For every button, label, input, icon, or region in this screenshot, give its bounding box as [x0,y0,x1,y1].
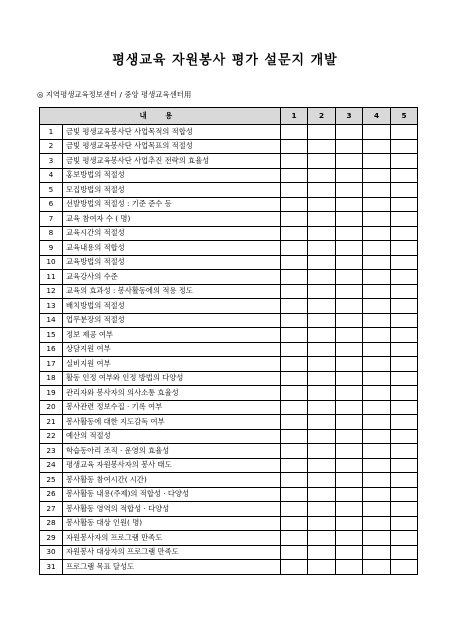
row-item: 금빛 평생교육봉사단 사업추진 전략의 효율성 [63,154,281,169]
rating-cell-2[interactable] [308,183,336,198]
rating-cell-1[interactable] [281,560,308,575]
rating-cell-2[interactable] [308,270,336,285]
rating-cell-5[interactable] [391,473,418,488]
rating-cell-2[interactable] [308,458,336,473]
rating-cell-3[interactable] [336,545,363,560]
row-number: 23 [40,444,63,459]
rating-cell-5[interactable] [391,313,418,328]
rating-cell-3[interactable] [336,125,363,140]
row-item: 자원봉사 대상자의 프로그램 만족도 [63,545,281,560]
row-item: 교육내용의 적합성 [63,241,281,256]
table-header-row [40,108,418,125]
table-body [40,125,418,575]
rating-cell-3[interactable] [336,313,363,328]
row-number: 7 [40,212,63,227]
row-item: 실비지원 여부 [63,357,281,372]
table-row [40,328,418,343]
rating-cell-2[interactable] [308,371,336,386]
row-number: 14 [40,313,63,328]
rating-cell-1[interactable] [281,342,308,357]
rating-cell-5[interactable] [391,545,418,560]
table-row [40,255,418,270]
row-number: 6 [40,197,63,212]
rating-cell-2[interactable] [308,357,336,372]
rating-cell-5[interactable] [391,139,418,154]
rating-cell-2[interactable] [308,487,336,502]
row-number: 15 [40,328,63,343]
rating-cell-5[interactable] [391,226,418,241]
rating-cell-5[interactable] [391,212,418,227]
rating-cell-4[interactable] [363,255,391,270]
rating-cell-1[interactable] [281,502,308,517]
rating-cell-5[interactable] [391,516,418,531]
rating-cell-4[interactable] [363,241,391,256]
rating-cell-5[interactable] [391,357,418,372]
table-row [40,284,418,299]
rating-cell-3[interactable] [336,168,363,183]
rating-cell-4[interactable] [363,284,391,299]
rating-cell-2[interactable] [308,473,336,488]
rating-cell-1[interactable] [281,270,308,285]
rating-cell-1[interactable] [281,139,308,154]
table-row [40,241,418,256]
rating-cell-1[interactable] [281,371,308,386]
rating-cell-5[interactable] [391,255,418,270]
rating-cell-4[interactable] [363,531,391,546]
rating-cell-5[interactable] [391,444,418,459]
rating-cell-1[interactable] [281,125,308,140]
rating-cell-5[interactable] [391,168,418,183]
row-number: 16 [40,342,63,357]
table-row [40,212,418,227]
rating-cell-3[interactable] [336,531,363,546]
rating-cell-4[interactable] [363,226,391,241]
rating-cell-4[interactable] [363,386,391,401]
rating-cell-1[interactable] [281,241,308,256]
rating-cell-1[interactable] [281,197,308,212]
row-item: 모집방법의 적절성 [63,183,281,198]
row-number: 24 [40,458,63,473]
table-row [40,560,418,575]
row-number: 22 [40,429,63,444]
rating-cell-3[interactable] [336,516,363,531]
rating-cell-4[interactable] [363,357,391,372]
rating-cell-4[interactable] [363,429,391,444]
rating-cell-2[interactable] [308,226,336,241]
rating-cell-3[interactable] [336,400,363,415]
rating-cell-4[interactable] [363,545,391,560]
header-rating-3: 3 [336,108,363,125]
table-row [40,125,418,140]
rating-cell-1[interactable] [281,226,308,241]
rating-cell-2[interactable] [308,444,336,459]
row-number: 17 [40,357,63,372]
row-item: 자원봉사자의 프로그램 만족도 [63,531,281,546]
rating-cell-3[interactable] [336,212,363,227]
row-number: 25 [40,473,63,488]
row-number: 18 [40,371,63,386]
rating-cell-2[interactable] [308,212,336,227]
row-item: 평생교육 자원봉사자의 봉사 태도 [63,458,281,473]
row-item: 금빛 평생교육봉사단 사업목표의 적절성 [63,139,281,154]
rating-cell-2[interactable] [308,531,336,546]
rating-cell-1[interactable] [281,212,308,227]
rating-cell-3[interactable] [336,139,363,154]
rating-cell-3[interactable] [336,415,363,430]
document-title: 평생교육 자원봉사 평가 설문지 개발 [112,53,338,68]
row-item: 상담지원 여부 [63,342,281,357]
rating-cell-3[interactable] [336,328,363,343]
rating-cell-3[interactable] [336,429,363,444]
document-subtitle: ◎ 지역평생교육정보센터 / 중앙 평생교육센터用 [37,90,192,99]
row-item: 교육방법의 적절성 [63,255,281,270]
rating-cell-5[interactable] [391,415,418,430]
row-item: 예산의 적절성 [63,429,281,444]
rating-cell-5[interactable] [391,270,418,285]
rating-cell-2[interactable] [308,502,336,517]
rating-cell-3[interactable] [336,241,363,256]
rating-cell-3[interactable] [336,154,363,169]
table-row [40,183,418,198]
table-row [40,342,418,357]
table-row [40,415,418,430]
row-number: 26 [40,487,63,502]
header-rating-2: 2 [308,108,336,125]
rating-cell-3[interactable] [336,197,363,212]
row-item: 선발방법의 적절성 : 기준 준수 등 [63,197,281,212]
rating-cell-3[interactable] [336,357,363,372]
rating-cell-3[interactable] [336,386,363,401]
rating-cell-5[interactable] [391,560,418,575]
header-content: 내 용 [40,108,281,125]
row-item: 봉사활동 대상 인원( 명) [63,516,281,531]
rating-cell-3[interactable] [336,487,363,502]
rating-cell-4[interactable] [363,154,391,169]
table-row [40,531,418,546]
rating-cell-2[interactable] [308,386,336,401]
rating-cell-5[interactable] [391,386,418,401]
rating-cell-2[interactable] [308,400,336,415]
row-number: 21 [40,415,63,430]
rating-cell-2[interactable] [308,255,336,270]
rating-cell-3[interactable] [336,284,363,299]
rating-cell-4[interactable] [363,313,391,328]
rating-cell-4[interactable] [363,342,391,357]
rating-cell-2[interactable] [308,284,336,299]
rating-cell-4[interactable] [363,473,391,488]
rating-cell-5[interactable] [391,487,418,502]
table-row [40,168,418,183]
rating-cell-3[interactable] [336,342,363,357]
rating-cell-2[interactable] [308,328,336,343]
rating-cell-5[interactable] [391,197,418,212]
rating-cell-3[interactable] [336,270,363,285]
row-number: 28 [40,516,63,531]
rating-cell-2[interactable] [308,125,336,140]
rating-cell-1[interactable] [281,386,308,401]
rating-cell-1[interactable] [281,487,308,502]
table-row [40,154,418,169]
rating-cell-1[interactable] [281,444,308,459]
header-rating-1: 1 [281,108,308,125]
row-item: 프로그램 목표 달성도 [63,560,281,575]
survey-table [39,107,418,575]
rating-cell-3[interactable] [336,299,363,314]
rating-cell-4[interactable] [363,270,391,285]
rating-cell-2[interactable] [308,168,336,183]
table-row [40,487,418,502]
row-item: 봉사활동에 대한 지도감독 여부 [63,415,281,430]
row-number: 20 [40,400,63,415]
rating-cell-3[interactable] [336,458,363,473]
rating-cell-4[interactable] [363,299,391,314]
rating-cell-2[interactable] [308,139,336,154]
rating-cell-2[interactable] [308,342,336,357]
row-item: 봉사관련 정보수집 · 기록 여부 [63,400,281,415]
rating-cell-5[interactable] [391,458,418,473]
rating-cell-5[interactable] [391,154,418,169]
rating-cell-1[interactable] [281,516,308,531]
row-item: 배치방법의 적절성 [63,299,281,314]
rating-cell-5[interactable] [391,299,418,314]
row-number: 2 [40,139,63,154]
table-row [40,502,418,517]
rating-cell-5[interactable] [391,183,418,198]
rating-cell-3[interactable] [336,183,363,198]
row-number: 27 [40,502,63,517]
row-number: 4 [40,168,63,183]
table-row [40,400,418,415]
table-row [40,386,418,401]
row-item: 학습동아리 조직 · 운영의 효율성 [63,444,281,459]
rating-cell-1[interactable] [281,545,308,560]
rating-cell-4[interactable] [363,212,391,227]
rating-cell-4[interactable] [363,183,391,198]
rating-cell-1[interactable] [281,400,308,415]
rating-cell-4[interactable] [363,444,391,459]
table-row [40,458,418,473]
rating-cell-1[interactable] [281,284,308,299]
rating-cell-1[interactable] [281,458,308,473]
rating-cell-5[interactable] [391,125,418,140]
row-item: 교육강사의 수준 [63,270,281,285]
row-number: 13 [40,299,63,314]
rating-cell-4[interactable] [363,168,391,183]
rating-cell-5[interactable] [391,284,418,299]
row-item: 정보 제공 여부 [63,328,281,343]
rating-cell-3[interactable] [336,560,363,575]
rating-cell-4[interactable] [363,328,391,343]
rating-cell-5[interactable] [391,241,418,256]
rating-cell-2[interactable] [308,516,336,531]
rating-cell-1[interactable] [281,328,308,343]
rating-cell-2[interactable] [308,313,336,328]
row-item: 봉사활동 영역의 적합성 · 다양성 [63,502,281,517]
rating-cell-4[interactable] [363,197,391,212]
rating-cell-4[interactable] [363,139,391,154]
row-number: 8 [40,226,63,241]
rating-cell-5[interactable] [391,371,418,386]
row-item: 홍보방법의 적절성 [63,168,281,183]
rating-cell-4[interactable] [363,516,391,531]
rating-cell-2[interactable] [308,429,336,444]
table-row [40,299,418,314]
rating-cell-4[interactable] [363,415,391,430]
rating-cell-1[interactable] [281,357,308,372]
rating-cell-2[interactable] [308,154,336,169]
table-row [40,545,418,560]
table-row [40,371,418,386]
rating-cell-1[interactable] [281,183,308,198]
rating-cell-3[interactable] [336,371,363,386]
row-number: 29 [40,531,63,546]
rating-cell-1[interactable] [281,473,308,488]
row-number: 3 [40,154,63,169]
rating-cell-2[interactable] [308,197,336,212]
table-row [40,139,418,154]
rating-cell-5[interactable] [391,400,418,415]
row-number: 19 [40,386,63,401]
row-item: 금빛 평생교육봉사단 사업목적의 적합성 [63,125,281,140]
rating-cell-3[interactable] [336,226,363,241]
rating-cell-1[interactable] [281,168,308,183]
rating-cell-5[interactable] [391,328,418,343]
rating-cell-3[interactable] [336,502,363,517]
row-item: 활동 인정 여부와 인정 방법의 다양성 [63,371,281,386]
rating-cell-3[interactable] [336,473,363,488]
row-item: 교육시간의 적절성 [63,226,281,241]
row-number: 5 [40,183,63,198]
rating-cell-2[interactable] [308,299,336,314]
header-rating-5: 5 [391,108,418,125]
rating-cell-2[interactable] [308,560,336,575]
table-row [40,357,418,372]
rating-cell-4[interactable] [363,458,391,473]
rating-cell-5[interactable] [391,429,418,444]
table-row [40,429,418,444]
rating-cell-1[interactable] [281,154,308,169]
rating-cell-2[interactable] [308,545,336,560]
table-row [40,444,418,459]
rating-cell-1[interactable] [281,531,308,546]
rating-cell-4[interactable] [363,502,391,517]
rating-cell-4[interactable] [363,371,391,386]
table-row [40,270,418,285]
row-item: 교육 참여자 수 ( 명) [63,212,281,227]
rating-cell-1[interactable] [281,299,308,314]
row-item: 교육의 효과성 : 봉사활동에의 적용 정도 [63,284,281,299]
row-number: 9 [40,241,63,256]
row-item: 봉사활동 참여시간( 시간) [63,473,281,488]
rating-cell-2[interactable] [308,241,336,256]
table-row [40,226,418,241]
rating-cell-1[interactable] [281,415,308,430]
rating-cell-5[interactable] [391,502,418,517]
table-row [40,473,418,488]
row-number: 30 [40,545,63,560]
table-row [40,197,418,212]
rating-cell-5[interactable] [391,531,418,546]
rating-cell-5[interactable] [391,342,418,357]
row-number: 12 [40,284,63,299]
rating-cell-1[interactable] [281,429,308,444]
rating-cell-4[interactable] [363,560,391,575]
rating-cell-4[interactable] [363,400,391,415]
table-row [40,313,418,328]
row-item: 봉사활동 내용(주제)의 적합성 · 다양성 [63,487,281,502]
row-number: 31 [40,560,63,575]
rating-cell-1[interactable] [281,255,308,270]
rating-cell-3[interactable] [336,255,363,270]
rating-cell-3[interactable] [336,444,363,459]
header-rating-4: 4 [363,108,391,125]
row-item: 업무분장의 적절성 [63,313,281,328]
table-row [40,516,418,531]
row-number: 11 [40,270,63,285]
rating-cell-1[interactable] [281,313,308,328]
row-number: 10 [40,255,63,270]
rating-cell-2[interactable] [308,415,336,430]
rating-cell-4[interactable] [363,125,391,140]
row-number: 1 [40,125,63,140]
rating-cell-4[interactable] [363,487,391,502]
row-item: 관리자와 봉사자의 의사소통 효율성 [63,386,281,401]
